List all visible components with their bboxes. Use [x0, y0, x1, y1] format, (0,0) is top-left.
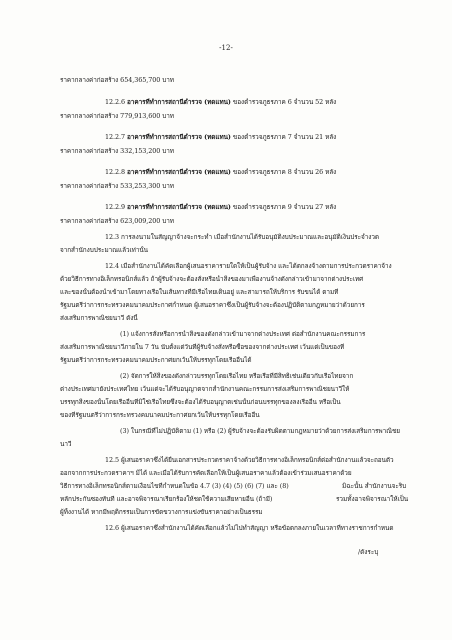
text-line: 12.2.9 อาคารที่ทำการสถานีตำรวจ (ทดแทน) ของตำรวจภูธรภาค 9 จำนวน 27 หลัง: [105, 203, 337, 211]
text-line: 12.4 เมื่อสำนักงานได้คัดเลือกผู้เสนอราคารายใดให้เป็นผู้รับจ้าง และได้ตกลงจ้างตามการประกวดราคาจ้าง: [105, 262, 392, 270]
text-line: รัฐมนตรีว่าการกระทรวงคมนาคมประกาศกำหนด ผู้เสนอราคาซึ่งเป็นผู้รับจ้างจะต้องปฏิบัติตามกฎหมายว่าด้วยการ: [60, 301, 365, 309]
text-line: วิธีการทางอิเล็กทรอนิกส์ตามเงื่อนไขที่กำหนดในข้อ 4.7 (3) (4) (5) (6) (7) และ (8): [60, 482, 289, 490]
text-line: นาวี: [60, 440, 72, 448]
text-line: (2) จัดการให้สิ่งของดังกล่าวบรรทุกโดยเรือไทย หรือเรือที่มีสิทธิเช่นเดียวกับเรือไทยจาก: [120, 372, 354, 380]
text-line: ส่งเสริมการพาณิชยนาวีภายใน 7 วัน นับตั้งแต่วันที่ผู้รับจ้างสั่งหรือซื้อของจากต่างประเทศ เว้นแต่เป็นของที่: [60, 343, 345, 351]
text-line: และของนั้นต้องนำเข้ามาโดยทางเรือในเส้นทางที่มีเรือไทยเดินอยู่ และสามารถให้บริการ รับขนได้ ตามที่: [60, 288, 339, 296]
text-line: ราคากลางค่าก่อสร้าง 623,009,200 บาท: [60, 217, 174, 225]
text-line: รัฐมนตรีว่าการกระทรวงคมนาคมประกาศยกเว้นให้บรรทุกโดยเรืออื่นได้: [60, 356, 252, 364]
text-line: จากสำนักงบประมาณแล้วเท่านั้น: [60, 246, 149, 254]
text-line: (3) ในกรณีที่ไม่ปฏิบัติตาม (1) หรือ (2) ผู้รับจ้างจะต้องรับผิดตามกฎหมายว่าด้วยการส่งเสริมการพาณิชย: [120, 427, 400, 435]
continuation-marker: /ดังระบุ: [358, 548, 379, 556]
text-line: ราคากลางค่าก่อสร้าง 654,365,700 บาท: [60, 76, 174, 84]
text-line: ผู้ทิ้งงานได้ หากมีพฤติกรรมเป็นการขัดขวางการแข่งขันราคาอย่างเป็นธรรม: [60, 508, 263, 516]
text-line: ออกจากการประกวดราคาฯ มิได้ และเมื่อได้รับการคัดเลือกให้เป็นผู้เสนอราคาแล้วต้องเข้าร่วมเสนอราคาด้วย: [60, 469, 352, 477]
text-line: ราคากลางค่าก่อสร้าง 332,153,200 บาท: [60, 147, 174, 155]
text-line: (1) แจ้งการสั่งหรือการนำสิ่งของดังกล่าวเข้ามาจากต่างประเทศ ต่อสำนักงานคณะกรรมการ: [120, 330, 366, 338]
text-line: ด้วยวิธีการทางอิเล็กทรอนิกส์แล้ว ถ้าผู้รับจ้างจะต้องสั่งหรือนำสิ่งของมาเพื่องานจ้างดังกล่าวเข้ามาจากต่างประเทศ: [60, 275, 364, 283]
text-line-fragment: มิฉะนั้น สำนักงานจะริบ: [342, 482, 407, 490]
text-line: ราคากลางค่าก่อสร้าง 779,913,600 บาท: [60, 112, 174, 120]
text-line: บรรทุกสิ่งของนั้นโดยเรืออื่นที่มิใช่เรือไทยซึ่งจะต้องได้รับอนุญาตเช่นนั้นก่อนบรรทุกของลงเรืออื่น หรือเป็น: [60, 398, 341, 406]
text-line: ต่างประเทศมายังประเทศไทย เว้นแต่จะได้รับอนุญาตจากสำนักงานคณะกรรมการส่งเสริมการพาณิชยนาวีให้: [60, 385, 350, 393]
text-line: 12.6 ผู้เสนอราคาซึ่งสำนักงานได้คัดเลือกแล้วไม่ไปทำสัญญา หรือข้อตกลงภายในเวลาที่ทางราชการกำหนด: [105, 524, 394, 532]
text-line: ราคากลางค่าก่อสร้าง 533,253,300 บาท: [60, 182, 174, 190]
page-number: -12-: [219, 44, 233, 52]
text-line: 12.2.6 อาคารที่ทำการสถานีตำรวจ (ทดแทน) ของตำรวจภูธรภาค 6 จำนวน 52 หลัง: [105, 98, 337, 106]
text-line: 12.2.7 อาคารที่ทำการสถานีตำรวจ (ทดแทน) ของตำรวจภูธรภาค 7 จำนวน 21 หลัง: [105, 133, 337, 141]
text-line: ของที่รัฐมนตรีว่าการกระทรวงคมนาคมประกาศยกเว้นให้บรรทุกโดยเรืออื่น: [60, 411, 260, 419]
text-line: หลักประกันซองทันที และอาจพิจารณาเรียกร้องให้ชดใช้ความเสียหายอื่น (ถ้ามี): [60, 495, 273, 503]
text-line: 12.5 ผู้เสนอราคาซึ่งได้ยื่นเอกสารประกวดราคาจ้างด้วยวิธีการทางอิเล็กทรอนิกส์ต่อสำนักงานแล้วจะถอนตัว: [105, 456, 394, 464]
text-line: 12.3 การลงนามในสัญญาจ้างจะกระทำ เมื่อสำนักงานได้รับอนุมัติงบประมาณและอนุมัติเงินประจำงวด: [105, 233, 379, 241]
text-line: 12.2.8 อาคารที่ทำการสถานีตำรวจ (ทดแทน) ของตำรวจภูธรภาค 8 จำนวน 26 หลัง: [105, 168, 337, 176]
text-line: ส่งเสริมการพาณิชยนาวี ดังนี้: [60, 314, 138, 322]
text-line-fragment: รวมทั้งอาจพิจารณาให้เป็น: [336, 495, 409, 503]
